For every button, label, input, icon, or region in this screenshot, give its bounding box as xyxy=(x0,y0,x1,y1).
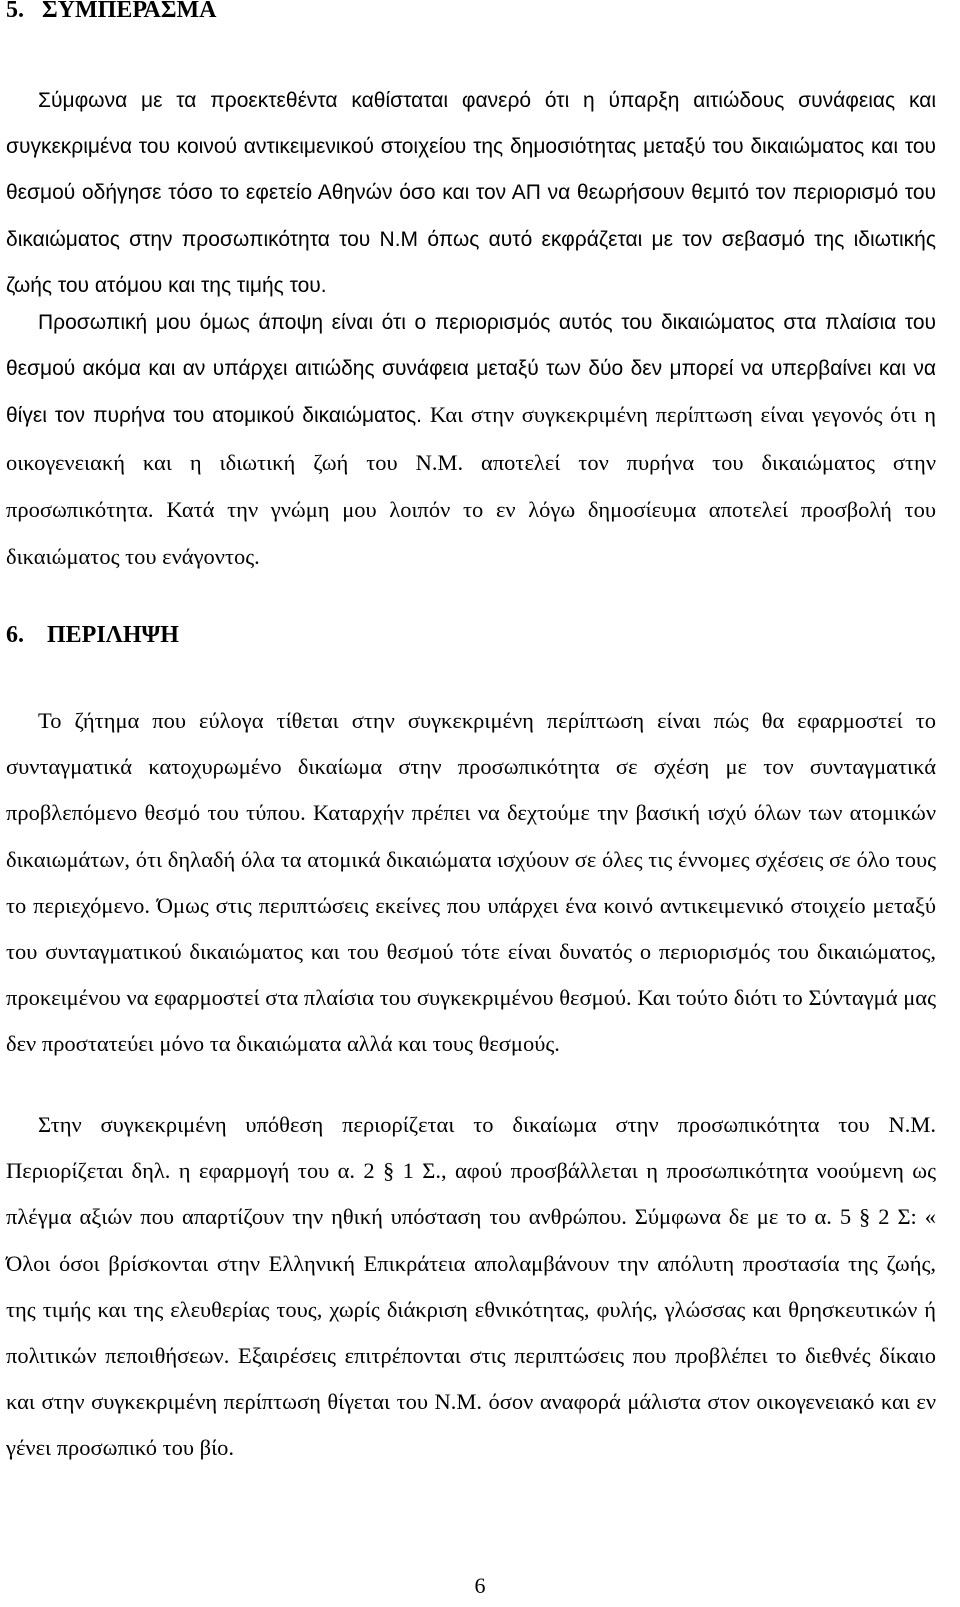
page-number: 6 xyxy=(474,1573,486,1598)
section-number: 6. xyxy=(6,622,24,648)
section-heading-summary xyxy=(6,623,179,647)
section-title: ΠΕΡΙΛΗΨΗ xyxy=(47,622,179,648)
summary-paragraph-1: Το ζήτημα που εύλογα τίθεται στην συγκεκριμένη περίπτωση είναι πώς θα εφαρμοστεί το συνταγματικά κατοχυρωμένο δικαίωμα στην προσωπικότητα σε σχέση με τον συνταγματικά προβλεπόμενο θεσμό του τύπου. Καταρχήν πρέπει να δεχτούμε την βασική ισχύ όλων των ατομικών δικαιωμάτων, ότι δηλαδή όλα τα ατομικά δικαιώματα ισχύουν σε όλες τις έννομες σχέσεις σε όλο τους το περιεχόμενο. Όμως στις περιπτώσεις εκείνες που υπάρχει ένα κοινό αντικειμενικό στοιχείο μεταξύ του συνταγματικού δικαιώματος και του θεσμού τότε είναι δυνατός ο περιορισμός του δικαιώματος, προκειμένου να εφαρμοστεί στα πλαίσια του συγκεκριμένου θεσμού. Και τούτο διότι το Σύνταγμά μας δεν προστατεύει μόνο τα δικαιώματα αλλά και τους θεσμούς. xyxy=(6,708,936,1057)
section-title: ΣΥΜΠΕΡΑΣΜΑ xyxy=(42,0,217,23)
conclusion-paragraph-1: Σύμφωνα με τα προεκτεθέντα καθίσταται φανερό ότι η ύπαρξη αιτιώδους συνάφειας και συγκεκριμένα του κοινού αντικειμενικού στοιχείου της δημοσιότητας μεταξύ του δικαιώματος και του θεσμού οδήγησε τόσο το εφετείο Αθηνών όσο και τον ΑΠ να θεωρήσουν θεμιτό τον περιορισμό του δικαιώματος στην προσωπικότητα του Ν.Μ όπως αυτό εκφράζεται με τον σεβασμό της ιδιωτικής ζωής του ατόμου και της τιμής του. xyxy=(6,89,936,297)
summary-paragraph-2: Στην συγκεκριμένη υπόθεση περιορίζεται το δικαίωμα στην προσωπικότητα του Ν.Μ. Περιορίζεται δηλ. η εφαρμογή του α. 2 § 1 Σ., αφού προσβάλλεται η προσωπικότητα νοούμενη ως πλέγμα αξιών που απαρτίζουν την ηθική υπόσταση του ανθρώπου. Σύμφωνα δε με το α. 5 § 2 Σ: « Όλοι όσοι βρίσκονται στην Ελληνική Επικράτεια απολαμβάνουν την απόλυτη προστασία της ζωής, της τιμής και της ελευθερίας τους, χωρίς διάκριση εθνικότητας, φυλής, γλώσσας και θρησκευτικών ή πολιτικών πεποιθήσεων. Εξαιρέσεις επιτρέπονται στις περιπτώσεις που προβλέπει το διεθνές δίκαιο και στην συγκεκριμένη περίπτωση θίγεται του Ν.Μ. όσον αναφορά μάλιστα στον οικογενειακό και εν γένει προσωπικό του βίο. xyxy=(6,1112,936,1461)
opinion-verdict: Κατά την γνώμη μου λοιπόν το εν λόγω δημοσίευμα αποτελεί προσβολή του δικαιώματος του ενάγοντος. xyxy=(6,496,936,570)
section-number: 5. xyxy=(6,0,24,23)
section-heading-conclusion xyxy=(6,0,217,22)
opinion-text-serif: Και στην συγκεκριμένη περίπτωση είναι γεγονός ότι η οικογενειακή και η ιδιωτική ζωή του Ν.Μ. αποτελεί τον πυρήνα του δικαιώματος στην προσωπικότητα. xyxy=(6,402,936,522)
opinion-text: Προσωπική μου όμως άποψη είναι ότι ο περιορισμός αυτός του δικαιώματος στα πλαίσια του θεσμού ακόμα και αν υπάρχει αιτιώδης συνάφεια μεταξύ των δύο δεν μπορεί να υπερβαίνει και να θίγει τον πυρήνα του ατομικού δικαιώματος. xyxy=(6,311,936,428)
conclusion-paragraph-2 xyxy=(6,300,936,581)
